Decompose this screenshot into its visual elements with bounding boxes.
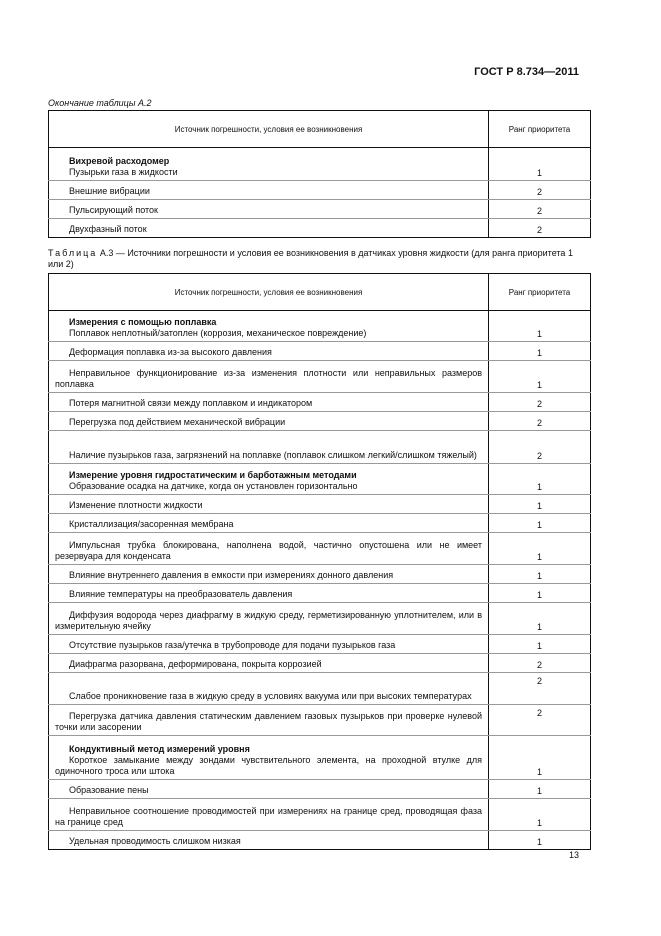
- table-row: [49, 831, 591, 850]
- table-row: [49, 533, 591, 565]
- source-cell: [49, 831, 489, 850]
- table-row: [49, 799, 591, 831]
- rank-cell: 1: [489, 533, 591, 565]
- table-row: [49, 514, 591, 533]
- source-cell: [49, 361, 489, 393]
- rank-cell: 2: [489, 200, 591, 219]
- source-cell: [49, 780, 489, 799]
- rank-cell: 2: [489, 705, 591, 736]
- rank-cell: 2: [489, 412, 591, 431]
- rank-cell: 1: [489, 514, 591, 533]
- table-row: [49, 654, 591, 673]
- source-cell: [49, 431, 489, 464]
- section-heading: Кондуктивный метод измерений уровня: [69, 744, 250, 754]
- table-row: [49, 393, 591, 412]
- table2-caption-text: А.3 — Источники погрешности и условия ее возникновения в датчиках уровня жидкости (для ранга приоритета 1 или 2): [48, 248, 573, 269]
- header-source: Источник погрешности, условия ее возникновения: [49, 111, 489, 148]
- table-row: [49, 705, 591, 736]
- source-cell: [49, 635, 489, 654]
- rank-cell: 1: [489, 361, 591, 393]
- page-number: 13: [568, 850, 579, 860]
- section-heading: Измерение уровня гидростатическим и барботажным методами: [69, 470, 357, 480]
- rank-cell: 2: [489, 393, 591, 412]
- source-text: Изменение плотности жидкости: [69, 500, 203, 510]
- source-text: Двухфазный поток: [69, 224, 147, 234]
- source-cell: [49, 412, 489, 431]
- rank-cell: 1: [489, 635, 591, 654]
- source-cell: [49, 342, 489, 361]
- rank-cell: 1: [489, 311, 591, 342]
- header-source: Источник погрешности, условия ее возникновения: [49, 274, 489, 311]
- source-cell: [49, 533, 489, 565]
- rank-cell: 1: [489, 831, 591, 850]
- rank-cell: 1: [489, 584, 591, 603]
- source-text: Неправильное функционирование из-за изменения плотности или неправильных размеров поплавка: [55, 368, 482, 389]
- source-text: Образование пены: [69, 785, 149, 795]
- rank-cell: 1: [489, 603, 591, 635]
- source-cell: [49, 565, 489, 584]
- source-cell: [49, 200, 489, 219]
- rank-cell: 2: [489, 219, 591, 238]
- source-text: Импульсная трубка блокирована, наполнена водой, частично опустошена или не имеет резервуара для конденсата: [55, 540, 482, 561]
- table-row: [49, 780, 591, 799]
- source-text: Пульсирующий поток: [69, 205, 158, 215]
- rank-cell: 1: [489, 342, 591, 361]
- table-row: [49, 219, 591, 238]
- table-row: [49, 495, 591, 514]
- table-row: [49, 431, 591, 464]
- table-row: [49, 603, 591, 635]
- rank-cell: 2: [489, 431, 591, 464]
- section-heading: Вихревой расходомер: [69, 156, 170, 166]
- source-text: Слабое проникновение газа в жидкую среду в условиях вакуума или при высоких температурах: [69, 691, 472, 701]
- table-row: [49, 311, 591, 342]
- table-row: [49, 565, 591, 584]
- source-cell: [49, 603, 489, 635]
- source-cell: [49, 181, 489, 200]
- source-text: Удельная проводимость слишком низкая: [69, 836, 241, 846]
- rank-cell: 2: [489, 654, 591, 673]
- source-text: Отсутствие пузырьков газа/утечка в трубопроводе для подачи пузырьков газа: [69, 640, 396, 650]
- source-text: Деформация поплавка из-за высокого давления: [69, 347, 272, 357]
- table-row: [49, 412, 591, 431]
- table1-caption: Окончание таблицы А.2: [48, 98, 152, 108]
- table-row: [49, 635, 591, 654]
- table-a3: [48, 273, 591, 850]
- source-text: Кристаллизация/засоренная мембрана: [69, 519, 234, 529]
- source-text: Короткое замыкание между зондами чувствительного элемента, на проходной втулке для одиночного троса или штока: [55, 755, 482, 776]
- source-cell: [49, 148, 489, 181]
- source-text: Перегрузка под действием механической вибрации: [69, 417, 286, 427]
- rank-cell: 1: [489, 565, 591, 584]
- table2-caption: [48, 248, 588, 270]
- rank-cell: 1: [489, 780, 591, 799]
- header-rank: Ранг приоритета: [489, 111, 591, 148]
- table-a2-end: [48, 110, 591, 238]
- table-row: [49, 200, 591, 219]
- table-row: [49, 148, 591, 181]
- source-cell: [49, 705, 489, 736]
- source-cell: [49, 219, 489, 238]
- table-row: [49, 342, 591, 361]
- source-text: Перегрузка датчика давления статическим давлением газовых пузырьков при проверке нулевой точки или засорении: [55, 711, 482, 732]
- table2-caption-label: Таблица: [48, 248, 98, 258]
- source-text: Поплавок неплотный/затоплен (коррозия, механическое повреждение): [69, 328, 367, 338]
- source-text: Влияние температуры на преобразователь давления: [69, 589, 293, 599]
- rank-cell: 1: [489, 495, 591, 514]
- rank-cell: 2: [489, 181, 591, 200]
- source-text: Диффузия водорода через диафрагму в жидкую среду, герметизированную уплотнителем, или в измерительную ячейку: [55, 610, 482, 631]
- table-row: [49, 464, 591, 495]
- header-rank: Ранг приоритета: [489, 274, 591, 311]
- source-text: Потеря магнитной связи между поплавком и индикатором: [69, 398, 313, 408]
- source-cell: [49, 464, 489, 495]
- standard-designation: ГОСТ Р 8.734—2011: [474, 66, 579, 78]
- source-cell: [49, 736, 489, 780]
- table-row: [49, 736, 591, 780]
- source-text: Неправильное соотношение проводимостей при измерениях на границе сред, проводящая фаза на границе сред: [55, 806, 482, 827]
- source-text: Пузырьки газа в жидкости: [69, 167, 178, 177]
- source-cell: [49, 311, 489, 342]
- source-cell: [49, 799, 489, 831]
- source-cell: [49, 584, 489, 603]
- source-text: Влияние внутреннего давления в емкости при измерениях донного давления: [69, 570, 394, 580]
- table-row: [49, 673, 591, 705]
- source-cell: [49, 495, 489, 514]
- source-text: Внешние вибрации: [69, 186, 150, 196]
- source-cell: [49, 514, 489, 533]
- source-cell: [49, 654, 489, 673]
- table-row: [49, 584, 591, 603]
- source-cell: [49, 393, 489, 412]
- source-cell: [49, 673, 489, 705]
- section-heading: Измерения с помощью поплавка: [69, 317, 217, 327]
- rank-cell: 1: [489, 736, 591, 780]
- rank-cell: 1: [489, 464, 591, 495]
- rank-cell: 1: [489, 148, 591, 181]
- source-text: Образование осадка на датчике, когда он установлен горизонтально: [69, 481, 358, 491]
- source-text: Диафрагма разорвана, деформирована, покрыта коррозией: [69, 659, 322, 669]
- rank-cell: 1: [489, 799, 591, 831]
- rank-cell: 2: [489, 673, 591, 705]
- table-row: [49, 361, 591, 393]
- table-row: [49, 181, 591, 200]
- source-text: Наличие пузырьков газа, загрязнений на поплавке (поплавок слишком легкий/слишком тяжелый): [69, 450, 477, 460]
